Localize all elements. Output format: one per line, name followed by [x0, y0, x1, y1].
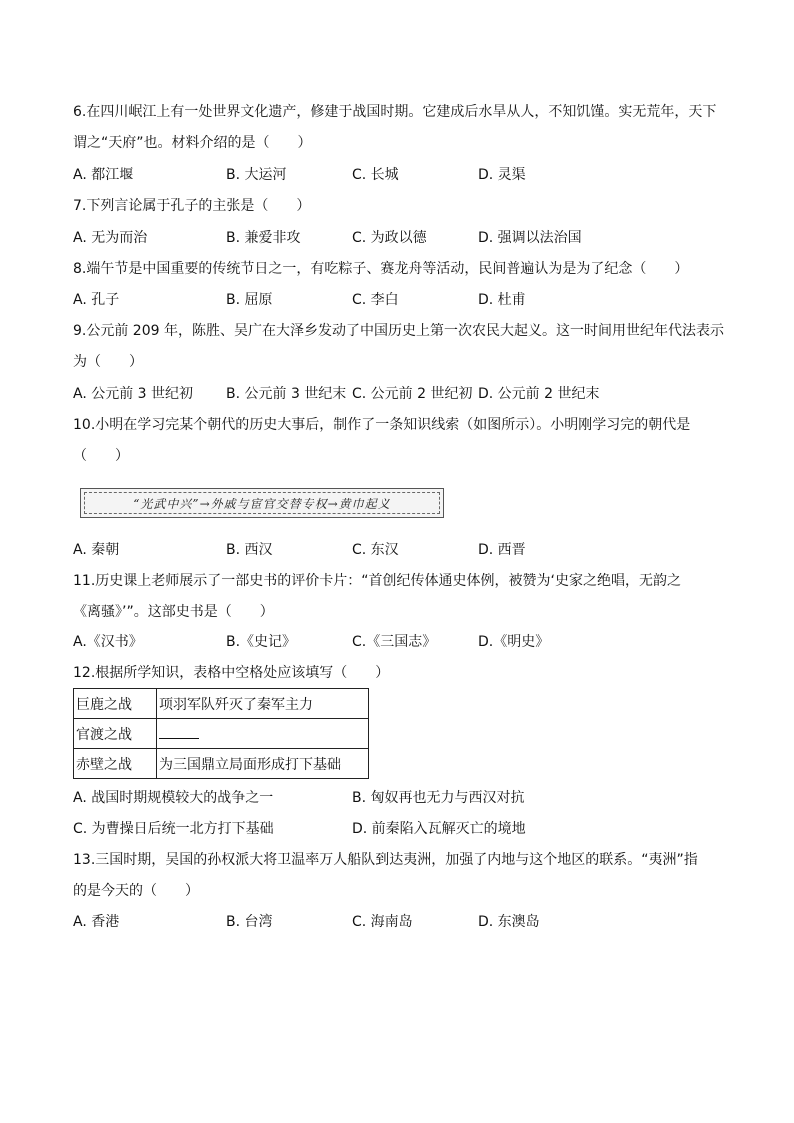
question-11-option-d: D.《明史》	[478, 634, 550, 650]
knowledge-chain-text: “光武中兴”→外戚与宦官交替专权→黄巾起义	[84, 492, 440, 514]
question-11-line-1: 11.历史课上老师展示了一部史书的评价卡片：“首创纪传体通史体例，被赞为‘史家之绝唱，无韵之	[73, 573, 681, 589]
question-13-option-c: C. 海南岛	[352, 914, 413, 930]
question-11-line-2: 《离骚》’”。这部史书是（ ）	[73, 604, 274, 620]
question-10-option-b: B. 西汉	[226, 542, 273, 558]
question-7-option-c: C. 为政以德	[352, 230, 427, 246]
question-11-option-a: A.《汉书》	[73, 634, 143, 650]
question-12-line-1: 12.根据所学知识，表格中空格处应该填写（ ）	[73, 665, 390, 681]
question-11-option-b: B.《史记》	[226, 634, 297, 650]
fill-in-blank	[159, 724, 199, 739]
question-12-option-d: D. 前秦陷入瓦解灭亡的境地	[352, 821, 526, 837]
question-7-option-a: A. 无为而治	[73, 230, 148, 246]
table-cell: 官渡之战	[74, 719, 157, 749]
table-cell: 巨鹿之战	[74, 689, 157, 719]
question-13-option-a: A. 香港	[73, 914, 120, 930]
question-6-option-a: A. 都江堰	[73, 167, 134, 183]
question-13-option-b: B. 台湾	[226, 914, 273, 930]
question-7-option-d: D. 强调以法治国	[478, 230, 582, 246]
question-10-line-2: （ ）	[73, 448, 129, 464]
table-row	[74, 689, 369, 719]
question-6-line-2: 谓之“天府”也。材料介绍的是（ ）	[73, 135, 312, 151]
question-12-option-c: C. 为曹操日后统一北方打下基础	[73, 821, 274, 837]
question-13-line-2: 的是今天的（ ）	[73, 883, 199, 899]
question-11-option-c: C.《三国志》	[352, 634, 437, 650]
question-13-option-d: D. 东澳岛	[478, 914, 540, 930]
question-8-option-c: C. 李白	[352, 292, 399, 308]
blank-cell	[157, 719, 369, 749]
question-8-option-a: A. 孔子	[73, 292, 120, 308]
question-6-option-d: D. 灵渠	[478, 167, 526, 183]
table-cell: 为三国鼎立局面形成打下基础	[157, 749, 369, 779]
question-13-line-1: 13.三国时期，吴国的孙权派大将卫温率万人船队到达夷洲，加强了内地与这个地区的联系。“夷洲”指	[73, 852, 698, 868]
question-10-option-d: D. 西晋	[478, 542, 526, 558]
battles-table	[73, 688, 369, 779]
question-10-option-c: C. 东汉	[352, 542, 399, 558]
table-row	[74, 719, 369, 749]
question-6-option-c: C. 长城	[352, 167, 399, 183]
question-8-option-b: B. 屈原	[226, 292, 273, 308]
question-9-line-2: 为（ ）	[73, 354, 143, 370]
question-8-line-1: 8.端午节是中国重要的传统节日之一，有吃粽子、赛龙舟等活动，民间普遍认为是为了纪念（ ）	[73, 261, 689, 277]
question-12-option-b: B. 匈奴再也无力与西汉对抗	[352, 790, 525, 806]
question-6-option-b: B. 大运河	[226, 167, 287, 183]
table-cell: 项羽军队歼灭了秦军主力	[157, 689, 369, 719]
question-10-option-a: A. 秦朝	[73, 542, 120, 558]
question-7-option-b: B. 兼爱非攻	[226, 230, 301, 246]
knowledge-chain-figure	[80, 488, 444, 518]
question-7-line-1: 7.下列言论属于孔子的主张是（ ）	[73, 198, 311, 214]
table-cell: 赤壁之战	[74, 749, 157, 779]
question-12-option-a: A. 战国时期规模较大的战争之一	[73, 790, 274, 806]
table-row	[74, 749, 369, 779]
question-9-option-a: A. 公元前 3 世纪初	[73, 386, 194, 402]
question-9-line-1: 9.公元前 209 年，陈胜、吴广在大泽乡发动了中国历史上第一次农民大起义。这一时间用世纪年代法表示	[73, 323, 724, 339]
question-8-option-d: D. 杜甫	[478, 292, 526, 308]
question-10-line-1: 10.小明在学习完某个朝代的历史大事后，制作了一条知识线索（如图所示）。小明刚学习完的朝代是	[73, 417, 691, 433]
question-6-line-1: 6.在四川岷江上有一处世界文化遗产，修建于战国时期。它建成后水旱从人，不知饥馑。实无荒年，天下	[73, 104, 717, 120]
question-9-option-b: B. 公元前 3 世纪末	[226, 386, 347, 402]
question-9-option-d: D. 公元前 2 世纪末	[478, 386, 600, 402]
question-9-option-c: C. 公元前 2 世纪初	[352, 386, 473, 402]
